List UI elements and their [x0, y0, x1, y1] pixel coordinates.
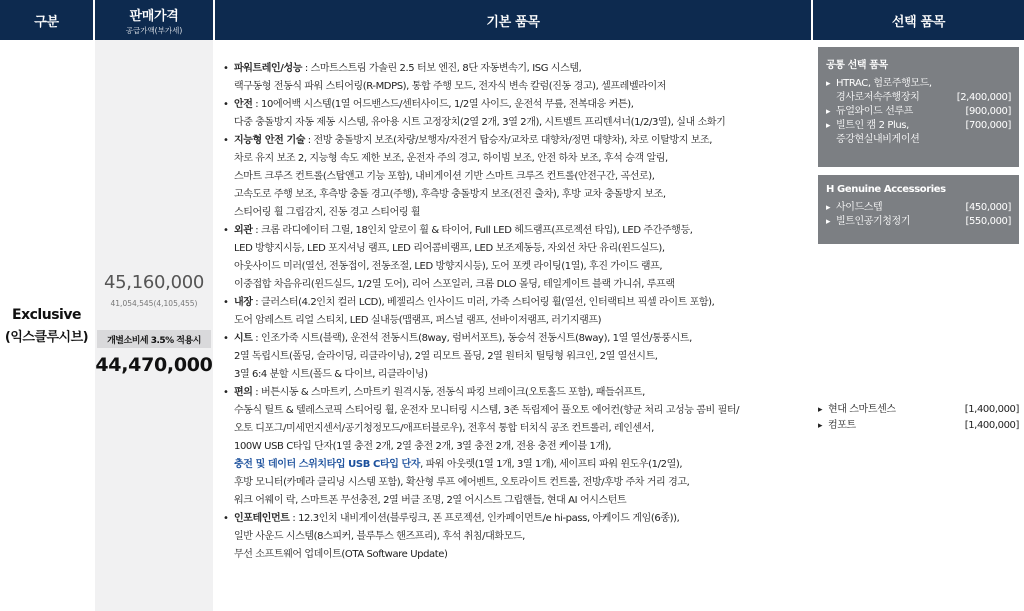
basic-item-category: 외관	[234, 225, 253, 236]
options-cell	[813, 40, 1024, 611]
option-row	[826, 77, 1011, 91]
option-row	[826, 91, 1011, 105]
option-price: [450,000]	[965, 202, 1011, 213]
basic-item-text: 3열 6:4 분할 시트(폴드 & 다이브, 리클라이닝)	[234, 369, 428, 380]
basic-item-line	[234, 420, 808, 438]
option-name: ▸ 현대 스마트센스	[818, 402, 896, 418]
basic-item-line	[234, 366, 808, 384]
basic-item-line	[234, 348, 808, 366]
basic-item-text: 스마트 크루즈 컨트롤(스탑앤고 기능 포함), 내비게이션 기반 스마트 크루즈 컨트롤(안전구간, 곡선로),	[234, 171, 655, 182]
basic-item-line	[234, 96, 808, 114]
basic-item-text: LED 방향지시등, LED 포지셔닝 램프, LED 리어콤비램프, LED 보조제동등, 자외선 차단 유리(윈드실드),	[234, 243, 665, 254]
basic-item-text: : 스마트스트림 가솔린 2.5 터보 엔진, 8단 자동변속기, ISG 시스템,	[302, 63, 582, 74]
basic-item-line	[234, 168, 808, 186]
basic-item-text: : 클러스터(4.2인치 컬러 LCD), 베젤리스 인사이드 미러, 가죽 스티어링 휠(열선, 인터랙티브 픽셀 라이트 포함),	[252, 297, 715, 308]
header-price-sublabel: 공급가액(부가세)	[125, 25, 183, 35]
header-basic-items-label: 기본 품목	[486, 14, 540, 30]
highlighted-feature: 충전 및 데이터 스위치타입 USB C타입 단자	[234, 459, 421, 470]
option-row	[826, 105, 1011, 119]
basic-item-line	[234, 204, 808, 222]
basic-item-text: : 전방 충돌방지 보조(차량/보행자/자전거 탑승자/교차로 대향차/정면 대향차), 차로 이탈방지 보조,	[304, 135, 713, 146]
basic-item	[223, 384, 808, 510]
header-price	[95, 0, 213, 40]
header-options-label: 선택 품목	[891, 14, 946, 30]
basic-item-text: : 버튼시동 & 스마트키, 스마트키 원격시동, 전동식 파킹 브레이크(오토홀드 포함), 패들쉬프트,	[252, 387, 645, 398]
basic-item-line	[234, 150, 808, 168]
basic-item-line	[234, 330, 808, 348]
basic-item-line	[234, 60, 808, 78]
option-price: [700,000]	[965, 120, 1011, 131]
basic-item-text: 2열 독립시트(폴딩, 슬라이딩, 리클라이닝), 2열 리모트 폴딩, 2열 원터치 틸팅형 워크인, 2열 열선시트,	[234, 351, 658, 362]
basic-item	[223, 294, 808, 330]
basic-item-line	[234, 456, 808, 474]
accessories-box	[818, 175, 1019, 244]
basic-item	[223, 330, 808, 384]
basic-item-line	[234, 546, 808, 564]
option-row	[826, 201, 1011, 215]
basic-item-category: 파워트레인/성능	[234, 63, 303, 74]
bullet-icon: •	[223, 387, 229, 398]
option-name-cont: 증강현실내비게이션	[836, 134, 920, 145]
option-name: ▸ 듀얼와이드 선루프	[826, 105, 913, 119]
option-row	[826, 133, 1011, 147]
basic-item-text: 100W USB C타입 단자(1열 충전 2개, 2열 충전 2개, 3열 충전 2개, 전용 충전 케이블 1개),	[234, 441, 612, 452]
basic-item-line	[234, 402, 808, 420]
option-price: [2,400,000]	[956, 92, 1011, 103]
basic-item	[223, 60, 808, 96]
common-options-box	[818, 47, 1019, 167]
accessories-title: H Genuine Accessories	[826, 184, 946, 195]
bullet-icon: •	[223, 225, 229, 236]
basic-item-category: 지능형 안전 기술	[234, 135, 305, 146]
basic-item-text: 오토 디포그/미세먼지센서/공기청정모드/애프터블로우), 전후석 통합 터치식 공조 컨트롤러, 레인센서,	[234, 423, 654, 434]
bullet-icon: •	[223, 63, 229, 74]
basic-item-text: 랙구동형 전동식 파워 스티어링(R-MDPS), 통합 주행 모드, 전자식 변속 칼럼(진동 경고), 셀프레벨라이저	[234, 81, 666, 92]
basic-item-text: 다중 충돌방지 자동 제동 시스템, 유아용 시트 고정장치(2열 2개, 3열 2개), 시트벨트 프리텐셔너(1/2/3열), 실내 소화기	[234, 117, 726, 128]
trim-name-cell	[0, 40, 93, 611]
basic-item-line	[234, 222, 808, 240]
bullet-icon: •	[223, 135, 229, 146]
header-basic-items	[215, 0, 811, 40]
option-name: ▸ HTRAC, 험로주행모드,	[826, 77, 932, 91]
option-row	[826, 215, 1011, 229]
package-options	[818, 402, 1019, 434]
option-name: ▸ 빌트인공기청정기	[826, 215, 910, 229]
option-row	[818, 402, 1019, 418]
basic-item-line	[234, 492, 808, 510]
basic-item-category: 편의	[234, 387, 253, 398]
option-price: [900,000]	[965, 106, 1011, 117]
basic-item-text: 차로 유지 보조 2, 지능형 속도 제한 보조, 운전자 주의 경고, 하이빔 보조, 안전 하차 보조, 후석 승객 알림,	[234, 153, 668, 164]
bullet-icon: •	[223, 333, 229, 344]
basic-item-text: 무선 소프트웨어 업데이트(OTA Software Update)	[234, 549, 448, 560]
basic-item-text: 수동식 틸트 & 텔레스코픽 스티어링 휠, 운전자 모니터링 시스템, 3존 독립제어 풀오토 에어컨(향균 처리 고성능 콤비 필터/	[234, 405, 740, 416]
basic-item-line	[234, 114, 808, 132]
basic-item	[223, 132, 808, 222]
basic-item-line	[234, 474, 808, 492]
common-options-title: 공통 선택 품목	[826, 60, 888, 71]
option-name: ▸ 컴포트	[818, 418, 856, 434]
price-cell	[95, 40, 213, 611]
header-category	[0, 0, 93, 40]
basic-item-category: 인포테인먼트	[234, 513, 290, 524]
basic-item	[223, 510, 808, 564]
basic-item-text: 워크 어웨이 락, 스마트폰 무선충전, 2열 버클 조명, 2열 어시스트 그립핸들, 현대 AI 어시스턴트	[234, 495, 627, 506]
basic-item-line	[234, 528, 808, 546]
bullet-icon: •	[223, 297, 229, 308]
trim-name-ko: (익스클루시브)	[4, 329, 89, 345]
basic-item-line	[234, 132, 808, 150]
header-options	[813, 0, 1024, 40]
basic-item-text: , 파워 아웃렛(1열 1개, 3열 1개), 세이프티 파워 윈도우(1/2열),	[420, 459, 683, 470]
basic-item-text: : 12.3인치 내비게이션(블루링크, 폰 프로젝션, 인카페이먼트/e hi-pass, 아케이드 게임(6종)),	[289, 513, 680, 524]
option-price: [1,400,000]	[964, 404, 1019, 415]
basic-item-line	[234, 276, 808, 294]
basic-items-list	[223, 60, 808, 564]
header-category-label: 구분	[34, 14, 59, 30]
option-name: ▸ 사이드스텝	[826, 201, 882, 215]
basic-item	[223, 222, 808, 294]
option-price: [1,400,000]	[964, 420, 1019, 431]
base-price: 45,160,000	[103, 272, 205, 293]
basic-item-text: : 10에어백 시스템(1열 어드밴스드/센터사이드, 1/2열 사이드, 운전석 무릎, 전복대응 커튼),	[252, 99, 634, 110]
bullet-icon: •	[223, 99, 229, 110]
basic-item-text: 스티어링 휠 그립감지, 진동 경고 스티어링 휠	[234, 207, 421, 218]
final-price: 44,470,000	[95, 354, 213, 376]
bullet-icon: •	[223, 513, 229, 524]
basic-item-category: 내장	[234, 297, 253, 308]
tax-note-badge: 개별소비세 3.5% 적용시	[97, 330, 211, 348]
basic-item-text: 후방 모니터(카메라 클리닝 시스템 포함), 확산형 루프 에어벤트, 오토라이트 컨트롤, 전방/후방 주차 거리 경고,	[234, 477, 690, 488]
option-row	[818, 418, 1019, 434]
basic-item-line	[234, 240, 808, 258]
basic-item-line	[234, 312, 808, 330]
trim-name-en: Exclusive	[12, 306, 81, 323]
basic-item-text: 이중접합 차음유리(윈드실드, 1/2열 도어), 리어 스포일러, 크롬 DLO 몰딩, 테일게이트 블랙 가니쉬, 루프랙	[234, 279, 675, 290]
basic-item	[223, 96, 808, 132]
basic-item-line	[234, 438, 808, 456]
basic-item-line	[234, 186, 808, 204]
basic-item-line	[234, 510, 808, 528]
basic-item-line	[234, 258, 808, 276]
basic-item-text: 아웃사이드 미러(열선, 전동접이, 전동조절, LED 방향지시등), 도어 포켓 라이팅(1열), 후진 가이드 램프,	[234, 261, 663, 272]
basic-item-text: 일반 사운드 시스템(8스피커, 블루투스 핸즈프리), 후석 취침/대화모드,	[234, 531, 525, 542]
basic-item-line	[234, 78, 808, 96]
basic-items-cell	[215, 40, 811, 611]
basic-item-category: 시트	[234, 333, 253, 344]
option-name-cont: 경사로저속주행장치	[836, 92, 920, 103]
basic-item-text: 고속도로 주행 보조, 후측방 충돌 경고(주행), 후측방 충돌방지 보조(전진 출차), 후방 교차 충돌방지 보조,	[234, 189, 666, 200]
basic-item-line	[234, 384, 808, 402]
option-name: ▸ 빌트인 캠 2 Plus,	[826, 119, 909, 133]
option-price: [550,000]	[965, 216, 1011, 227]
basic-item-text: : 크롬 라디에이터 그릴, 18인치 알로이 휠 & 타이어, Full LED 헤드램프(프로젝션 타입), LED 주간주행등,	[252, 225, 693, 236]
supply-price: 41,054,545(4,105,455)	[110, 299, 198, 308]
basic-item-text: 도어 암레스트 리얼 스티치, LED 실내등(맵램프, 퍼스널 램프, 선바이저램프, 러기지램프)	[234, 315, 602, 326]
header-price-label: 판매가격	[129, 8, 179, 24]
option-row	[826, 119, 1011, 133]
basic-item-text: : 인조가죽 시트(블랙), 운전석 전동시트(8way, 럼버서포트), 동승석 전동시트(8way), 1열 열선/통풍시트,	[252, 333, 692, 344]
basic-item-category: 안전	[234, 99, 253, 110]
basic-item-line	[234, 294, 808, 312]
